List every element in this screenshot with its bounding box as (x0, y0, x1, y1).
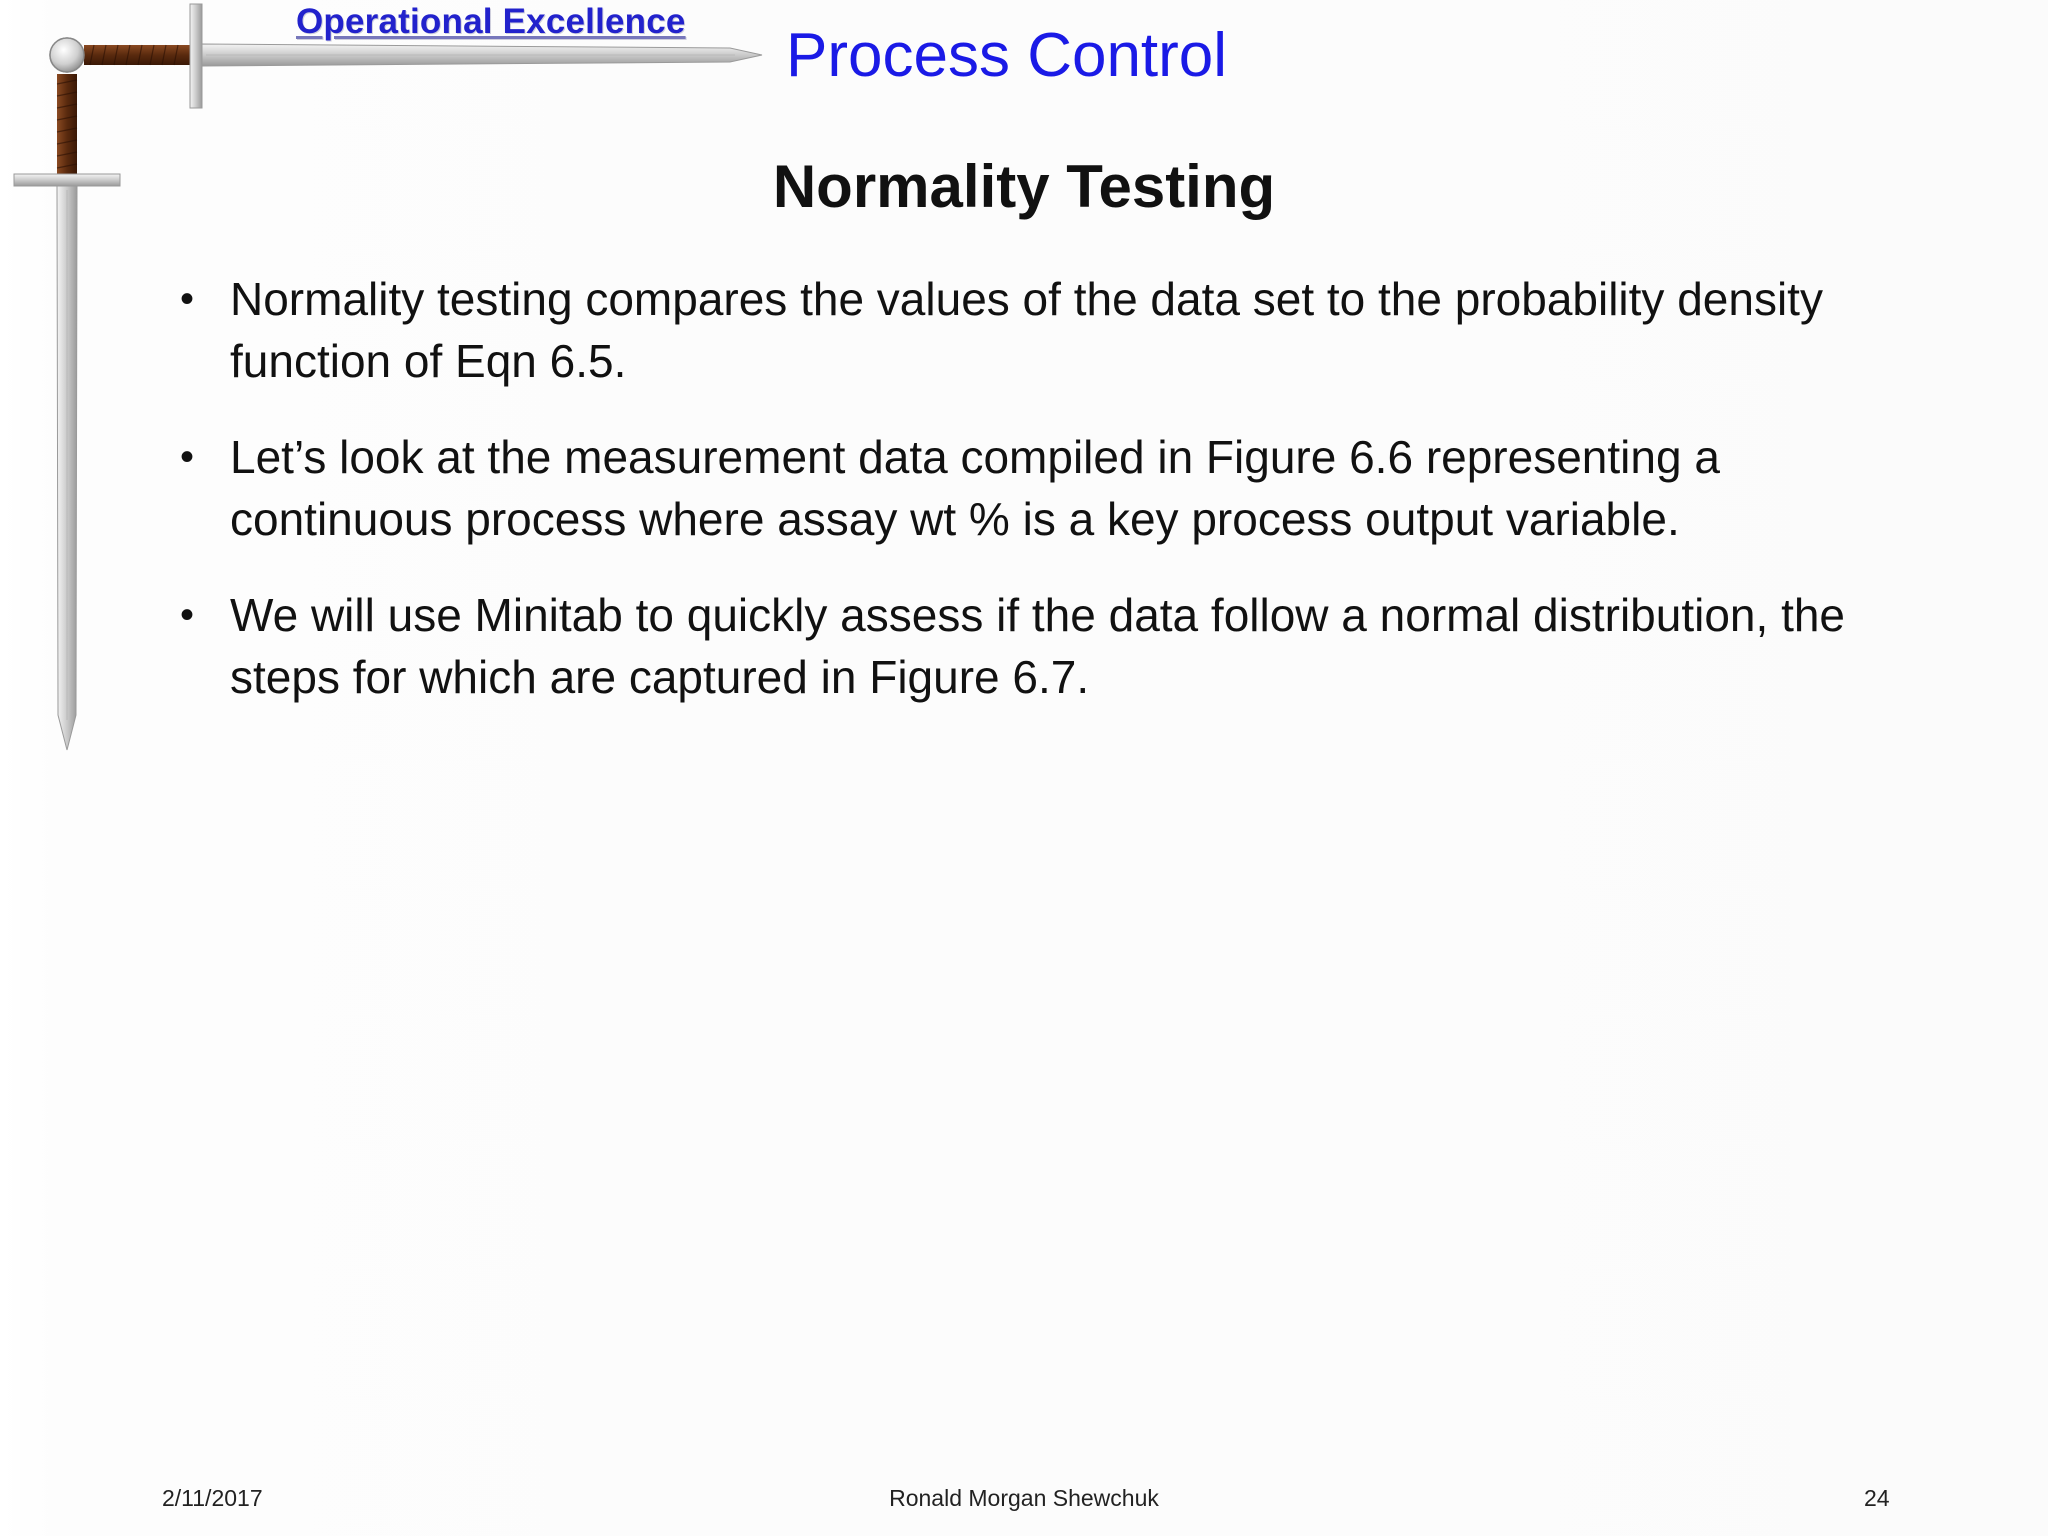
slide-title: Normality Testing (772, 153, 1276, 220)
bullet-text: Let’s look at the measurement data compiled in Figure 6.6 representing a continuous process where assay wt % is a key process output variable. (230, 431, 1720, 545)
bullet-text: We will use Minitab to quickly assess if the data follow a normal distribution, the steps for which are captured in Figure 6.7. (230, 589, 1846, 703)
footer-author: Ronald Morgan Shewchuk (889, 1485, 1159, 1511)
footer-date: 2/11/2017 (162, 1485, 263, 1511)
bullet-dot-icon: • (180, 435, 195, 479)
bullet-item (172, 426, 1932, 550)
bullet-text: Normality testing compares the values of the data set to the probability density function of Eqn 6.5. (230, 273, 1823, 387)
bullet-list (172, 268, 1932, 742)
footer-page-number: 24 (1864, 1485, 1890, 1511)
bullet-item (172, 584, 1932, 708)
bullet-dot-icon: • (180, 593, 195, 637)
header-title: Process Control (786, 21, 1228, 90)
bullet-item (172, 268, 1932, 392)
bullet-dot-icon: • (180, 277, 195, 321)
brand-logo-text: Operational Excellence (296, 2, 686, 41)
